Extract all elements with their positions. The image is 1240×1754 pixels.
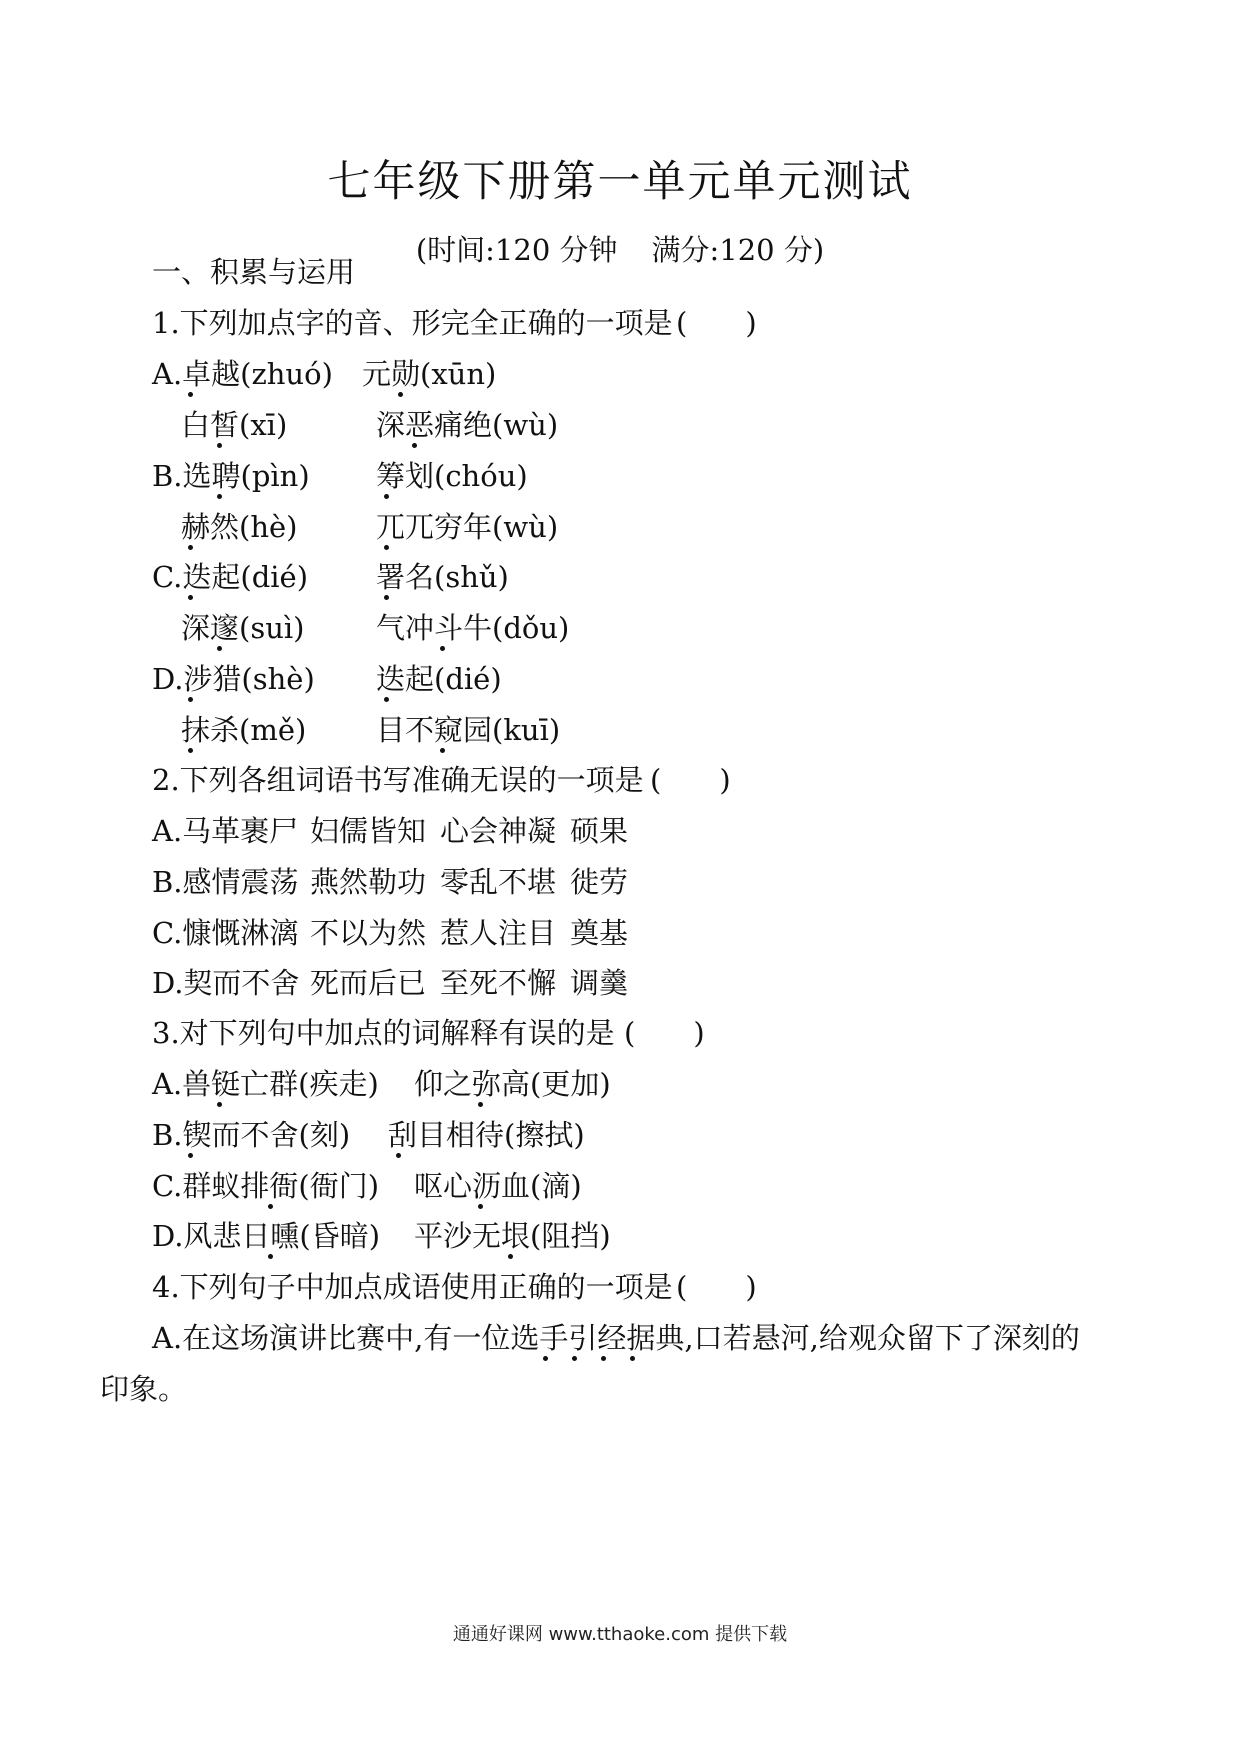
emphasis-dot	[217, 443, 222, 448]
q4-option-a-line1: A.在这场演讲比赛中,有一位选手引经据典,口若悬河,给观众留下了深刻的	[152, 1321, 1080, 1355]
q1-row-a2-left: 白皙(xī)	[181, 408, 288, 442]
emphasis-dot	[188, 748, 193, 753]
q3-option-a-left: A.兽铤亡群(疾走)	[152, 1067, 379, 1101]
full-score: 满分:120 分)	[651, 233, 825, 267]
q3-option-d-right: 平沙无垠(阻挡)	[414, 1219, 611, 1253]
emphasis-dot	[384, 545, 389, 550]
emphasis-dot	[572, 1356, 577, 1361]
q1-row-d2-left: 抹杀(mě)	[181, 713, 307, 747]
q1-row-b2-right: 兀兀穷年(wù)	[376, 510, 559, 544]
emphasis-dot	[268, 1204, 273, 1209]
q3-option-d-left: D.风悲日曛(昏暗)	[152, 1219, 381, 1253]
q1-row-b1-left: B.选聘(pìn)	[152, 459, 310, 493]
q4-option-a-line2: 印象。	[100, 1372, 188, 1406]
page-title: 七年级下册第一单元单元测试	[327, 157, 913, 207]
emphasis-dot	[188, 595, 193, 600]
emphasis-dot	[384, 697, 389, 702]
question-1-stem: 1.下列加点字的音、形完全正确的一项是	[152, 306, 673, 340]
q1-row-a1-left: A.卓越(zhuó)	[152, 357, 333, 391]
emphasis-dot	[440, 748, 445, 753]
answer-bracket-4: ( )	[676, 1270, 757, 1304]
q1-row-d2-right: 目不窥园(kuī)	[376, 713, 561, 747]
emphasis-dot	[217, 494, 222, 499]
answer-bracket-2: ( )	[650, 763, 731, 797]
exam-page: 七年级下册第一单元单元测试 (时间:120 分钟 满分:120 分) 一、积累与运用 1.下列加点字的音、形完全正确的一项是 ( ) A.卓越(zhuó) 元勋(xūn) 白皙(xī) 深恶痛绝(wù) B.选聘(pìn) 筹划(chóu) 赫然(hè) 兀兀穷年(wù) C.迭起(dié) 署名(shǔ) 深邃(suì) 气冲斗牛(dǒu) D.涉猎(shè) 迭起(dié) 抹杀(mě) 目不窥园(kuī) 2.下列各组词语书写准确无误的一项是 ( ) A.马革裹尸 妇儒皆知 心会神凝 硕果 B.感情震荡 燕然勒功 零乱不堪 徙劳 C.慷慨淋漓 不以为然 惹人注目 奠基 D.契而不舍 死而后已 至死不懈 调羹 3.对下列句中加点的词解释有误的是 ( ) A.兽铤亡群(疾走) 仰之弥高(更加) B.锲而不舍(刻) 刮目相待(擦拭) C.群蚁排衙(衙门) 呕心沥血(滴) D.风悲日曛(昏暗) 平沙无垠(阻挡) 4.下列句子中加点成语使用正确的一项是 ( ) A.在这场演讲比赛中,有一位选手引经据典,口若悬河,给观众留下了深刻的 印象。 通通好课网 www.tthaoke.com 提供下载	[0, 0, 1240, 1754]
q1-row-b2-left: 赫然(hè)	[181, 510, 298, 544]
section-heading: 一、积累与运用	[152, 255, 356, 289]
q3-option-b-left: B.锲而不舍(刻)	[152, 1118, 351, 1152]
emphasis-dot	[601, 1356, 606, 1361]
emphasis-dot	[384, 595, 389, 600]
q3-option-c-right: 呕心沥血(滴)	[414, 1169, 582, 1203]
emphasis-dot	[508, 1254, 513, 1259]
q1-row-d1-right: 迭起(dié)	[376, 662, 502, 696]
q1-row-c2-left: 深邃(suì)	[181, 611, 305, 645]
q3-option-c-left: C.群蚁排衙(衙门)	[152, 1169, 380, 1203]
q1-row-a1-right: 元勋(xūn)	[362, 357, 497, 391]
q1-row-c2-right: 气冲斗牛(dǒu)	[376, 611, 570, 645]
emphasis-dot	[398, 392, 403, 397]
emphasis-dot	[217, 1102, 222, 1107]
q3-option-b-right: 刮目相待(擦拭)	[388, 1118, 585, 1152]
emphasis-dot	[384, 494, 389, 499]
emphasis-dot	[396, 1153, 401, 1158]
q1-row-c1-left: C.迭起(dié)	[152, 560, 309, 594]
q1-row-b1-right: 筹划(chóu)	[376, 459, 528, 493]
emphasis-dot	[268, 1254, 273, 1259]
q1-row-d1-left: D.涉猎(shè)	[152, 662, 315, 696]
emphasis-dot	[543, 1356, 548, 1361]
emphasis-dot	[630, 1356, 635, 1361]
question-3-stem: 3.对下列句中加点的词解释有误的是	[152, 1016, 615, 1050]
emphasis-dot	[188, 545, 193, 550]
emphasis-dot	[188, 392, 193, 397]
answer-bracket-3: ( )	[624, 1016, 705, 1050]
answer-bracket-1: ( )	[676, 306, 757, 340]
q3-option-a-right: 仰之弥高(更加)	[414, 1067, 611, 1101]
emphasis-dot	[188, 1153, 193, 1158]
footer-source: 通通好课网 www.tthaoke.com 提供下载	[452, 1624, 788, 1645]
emphasis-dot	[188, 697, 193, 702]
emphasis-dot	[412, 443, 417, 448]
time-limit: (时间:120 分钟	[415, 233, 618, 267]
emphasis-dot	[440, 646, 445, 651]
q1-row-c1-right: 署名(shǔ)	[376, 560, 509, 594]
emphasis-dot	[478, 1102, 483, 1107]
q1-row-a2-right: 深恶痛绝(wù)	[376, 408, 559, 442]
question-2-stem: 2.下列各组词语书写准确无误的一项是	[152, 763, 644, 797]
question-4-stem: 4.下列句子中加点成语使用正确的一项是	[152, 1270, 673, 1304]
emphasis-dot	[478, 1204, 483, 1209]
emphasis-dot	[217, 646, 222, 651]
